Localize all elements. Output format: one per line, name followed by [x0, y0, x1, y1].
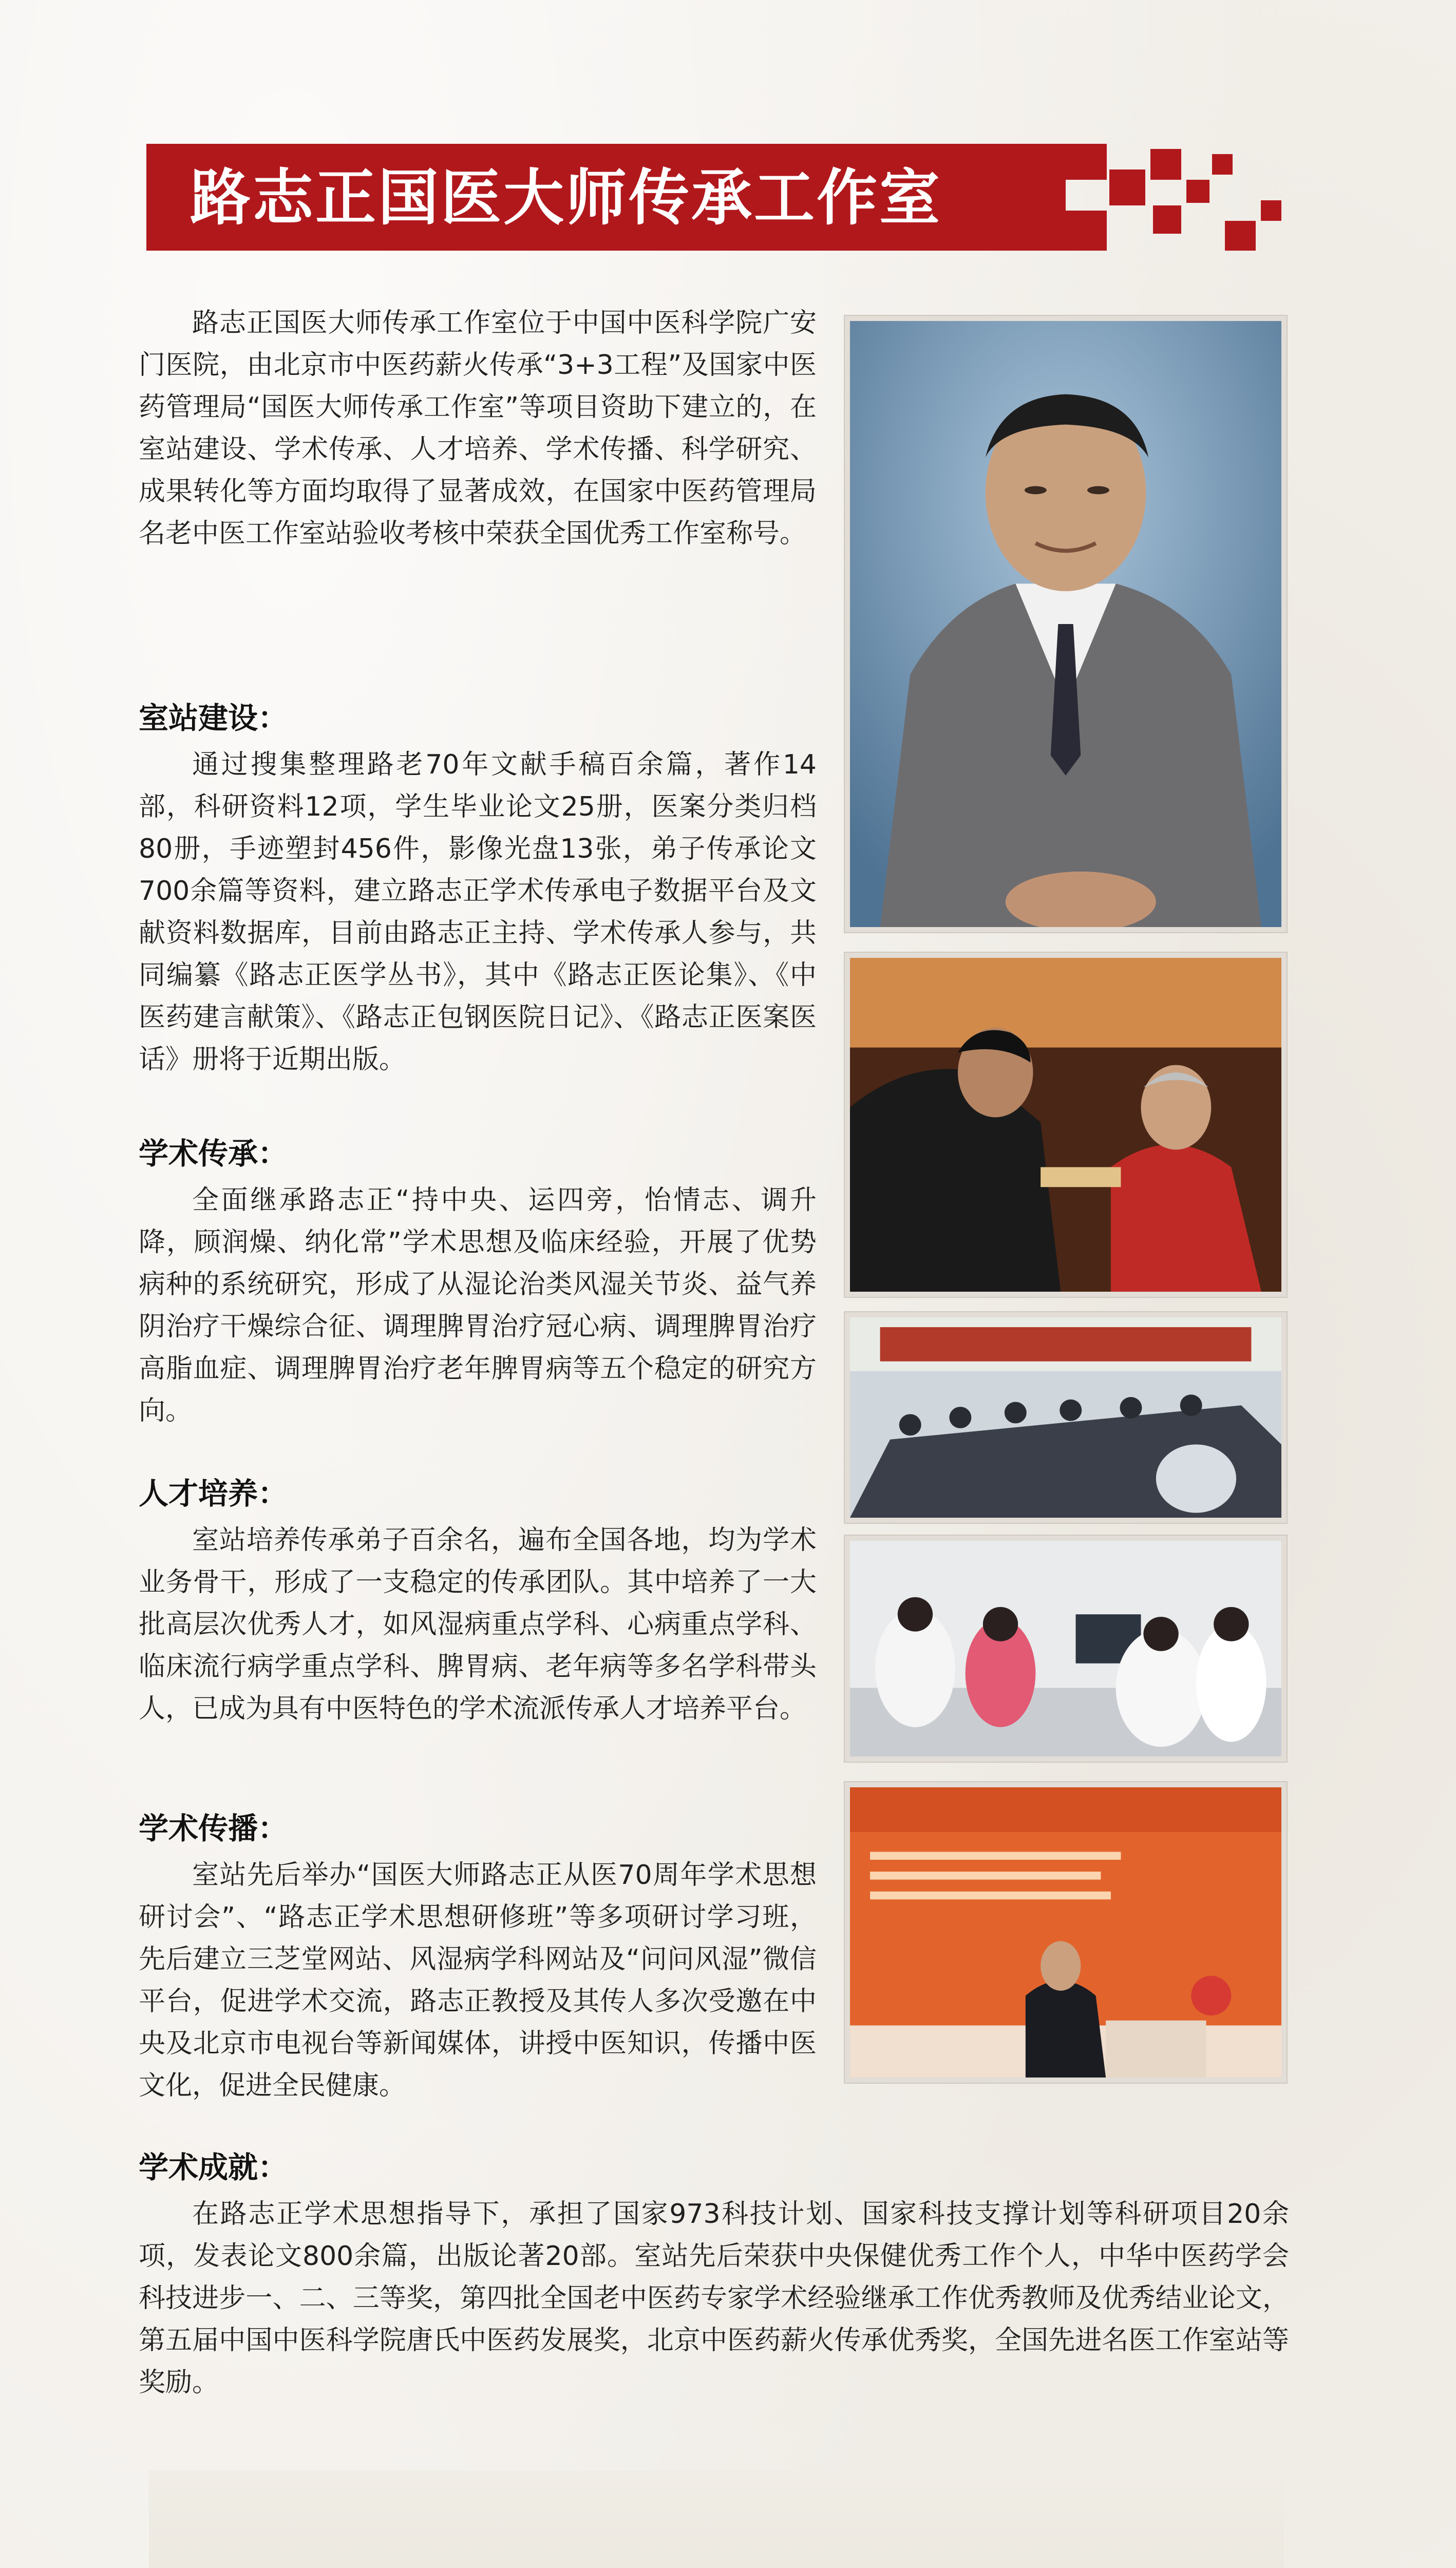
meeting-photo — [845, 1312, 1287, 1523]
section-body-achievement — [139, 2193, 1289, 2404]
section-text: 全面继承路志正“持中央、运四旁，怡情志、调升降，顾润燥、纳化常”学术思想及临床经验，开展了优势病种的系统研究，形成了从湿论治类风湿关节炎、益气养阴治疗干燥综合征、调理脾胃治疗冠心病、调理脾胃治疗高脂血症、调理脾胃治疗老年脾胃病等五个稳定的研究方向。 — [139, 1185, 817, 1426]
section-body-station — [139, 744, 817, 1081]
section-body-dissemination — [139, 1854, 817, 2107]
section-body-talent — [139, 1519, 817, 1730]
section-heading-station: 室站建设： — [139, 701, 288, 735]
page-title: 路志正国医大师传承工作室 — [190, 162, 942, 233]
section-heading-achievement: 学术成就： — [139, 2150, 288, 2185]
intro-text: 路志正国医大师传承工作室位于中国中医科学院广安门医院，由北京市中医药薪火传承“3+3工程”及国家中医药管理局“国医大师传承工作室”等项目资助下建立的，在室站建设、学术传承、人才培养、学术传播、科学研究、成果转化等方面均取得了显著成效，在国家中医药管理局名老中医工作室站验收考核中荣获全国优秀工作室称号。 — [139, 308, 817, 549]
lecture-photo — [845, 1782, 1287, 2083]
section-body-inheritance — [139, 1179, 817, 1432]
portrait-photo — [845, 316, 1287, 932]
section-text: 通过搜集整理路老70年文献手稿百余篇，著作14部，科研资料12项，学生毕业论文25册，医案分类归档80册，手迹塑封456件，影像光盘13张，弟子传承论文700余篇等资料，建立路志正学术传承电子数据平台及文献资料数据库，目前由路志正主持、学术传承人参与，共同编纂《路志正医学丛书》，其中《路志正医论集》、《中医药建言献策》、《路志正包钢医院日记》、《路志正医案医话》册将于近期出版。 — [139, 749, 817, 1075]
section-heading-dissemination: 学术传播： — [139, 1811, 288, 1846]
intro-paragraph — [139, 302, 817, 555]
ceremony-photo — [845, 953, 1287, 1297]
section-heading-inheritance: 学术传承： — [139, 1136, 288, 1171]
group-photo — [149, 2470, 1284, 2568]
section-text: 室站先后举办“国医大师路志正从医70周年学术思想研讨会”、“路志正学术思想研修班”等多项研讨学习班，先后建立三芝堂网站、风湿病学科网站及“问问风湿”微信平台，促进学术交流，路志正教授及其传人多次受邀在中央及北京市电视台等新闻媒体，讲授中医知识，传播中医文化，促进全民健康。 — [139, 1860, 817, 2101]
clinic-photo — [845, 1536, 1287, 1762]
section-text: 室站培养传承弟子百余名，遍布全国各地，均为学术业务骨干，形成了一支稳定的传承团队。其中培养了一大批高层次优秀人才，如风湿病重点学科、心病重点学科、临床流行病学重点学科、脾胃病、老年病等多名学科带头人，已成为具有中医特色的学术流派传承人才培养平台。 — [139, 1525, 817, 1724]
section-heading-talent: 人才培养： — [139, 1476, 288, 1511]
section-text: 在路志正学术思想指导下，承担了国家973科技计划、国家科技支撑计划等科研项目20余项，发表论文800余篇，出版论著20部。室站先后荣获中央保健优秀工作个人，中华中医药学会科技进步一、二、三等奖，第四批全国老中医药专家学术经验继承工作优秀教师及优秀结业论文，第五届中国中医科学院唐氏中医药发展奖，北京中医药薪火传承优秀奖，全国先进名医工作室站等奖励。 — [139, 2199, 1289, 2398]
